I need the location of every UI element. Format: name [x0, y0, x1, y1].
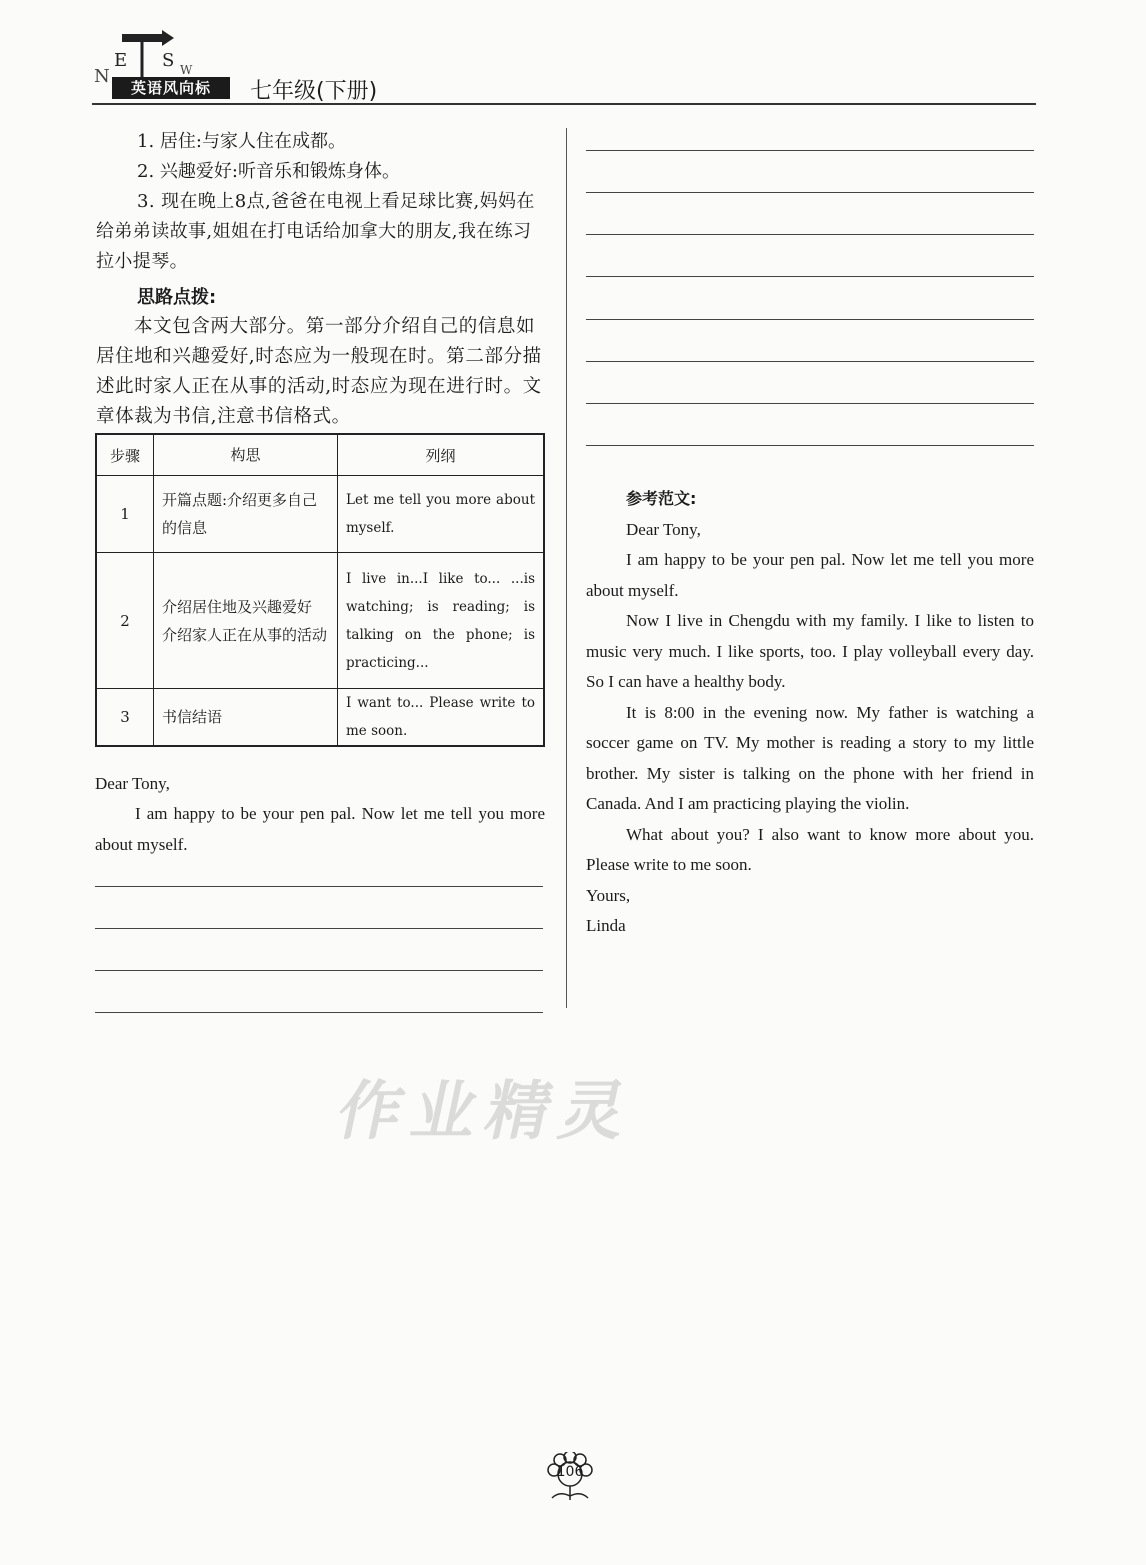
header-outline: 列纲 — [338, 434, 545, 476]
point-1: 1. 居住:与家人住在成都。 — [137, 131, 346, 152]
row-idea: 开篇点题:介绍更多自己的信息 — [154, 476, 338, 553]
row-step: 1 — [96, 476, 154, 553]
sample-paragraph: What about you? I also want to know more about you. Please write to me soon. — [586, 824, 1034, 874]
writing-line[interactable] — [586, 445, 1034, 446]
sample-signature: Linda — [586, 916, 626, 935]
table-row — [96, 553, 544, 689]
sample-paragraph: Now I live in Chengdu with my family. I like to listen to music very much. I like sports, too. I play volleyball every day. So I can have a healthy body. — [586, 611, 1034, 691]
table-row — [96, 689, 544, 747]
sample-closing: Yours, — [586, 885, 631, 905]
row-step: 3 — [96, 689, 154, 747]
row-idea: 书信结语 — [154, 689, 338, 747]
writing-line[interactable] — [586, 234, 1034, 235]
sample-paragraph: I am happy to be your pen pal. Now let me tell you more about myself. — [586, 550, 1034, 600]
writing-line[interactable] — [586, 150, 1034, 151]
tips-text: 本文包含两大部分。第一部分介绍自己的信息如居住地和兴趣爱好,时态应为一般现在时。第二部分描述此时家人正在从事的活动,时态应为现在进行时。文章体裁为书信,注意书信格式。 — [96, 316, 542, 427]
row-outline: Let me tell you more about myself. — [338, 476, 545, 553]
page-number: 106 — [556, 1464, 584, 1480]
svg-text:N: N — [94, 66, 110, 87]
grade-label: 七年级(下册) — [250, 79, 378, 104]
row-outline: I live in...I like to... ...is watching; is reading; is talking on the phone; is practicing... — [338, 553, 545, 689]
writing-line[interactable] — [95, 928, 543, 929]
writing-line[interactable] — [95, 886, 543, 887]
header-idea: 构思 — [154, 434, 338, 476]
row-outline: I want to... Please write to me soon. — [338, 689, 545, 747]
point-3: 3. 现在晚上8点,爸爸在电视上看足球比赛,妈妈在给弟弟读故事,姐姐在打电话给加拿大的朋友,我在练习拉小提琴。 — [96, 191, 535, 272]
writing-line[interactable] — [95, 970, 543, 971]
sample-paragraph: It is 8:00 in the evening now. My father is watching a soccer game on TV. My mother is reading a story to my little brother. My sister is talking on the phone with her friend in Canada. And I am practicing playing the violin. — [586, 702, 1034, 813]
writing-line[interactable] — [586, 192, 1034, 193]
row-step: 2 — [96, 553, 154, 689]
watermark: 作业精灵 — [330, 1075, 643, 1149]
header-rule — [92, 103, 1036, 105]
sample-essay — [586, 484, 1034, 942]
outline-table — [95, 433, 545, 747]
svg-text:E: E — [114, 50, 128, 71]
header-step: 步骤 — [96, 434, 154, 476]
letter-greeting: Dear Tony, — [95, 774, 170, 793]
brand-label: 英语风向标 — [112, 77, 230, 99]
writing-line[interactable] — [586, 403, 1034, 404]
table-header-row — [96, 434, 544, 476]
sample-greeting: Dear Tony, — [626, 519, 701, 539]
letter-opening: I am happy to be your pen pal. Now let me tell you more about myself. — [95, 804, 545, 854]
writing-line[interactable] — [586, 319, 1034, 320]
writing-line[interactable] — [586, 361, 1034, 362]
sample-label: 参考范文: — [626, 489, 697, 508]
column-divider — [566, 128, 567, 1008]
point-2: 2. 兴趣爱好:听音乐和锻炼身体。 — [137, 161, 400, 182]
tips-label: 思路点拨: — [137, 287, 217, 308]
row-idea: 介绍居住地及兴趣爱好 介绍家人正在从事的活动 — [154, 553, 338, 689]
svg-text:S: S — [162, 50, 175, 71]
writing-line[interactable] — [586, 276, 1034, 277]
svg-text:W: W — [180, 63, 193, 77]
table-row — [96, 476, 544, 553]
writing-line[interactable] — [95, 1012, 543, 1013]
